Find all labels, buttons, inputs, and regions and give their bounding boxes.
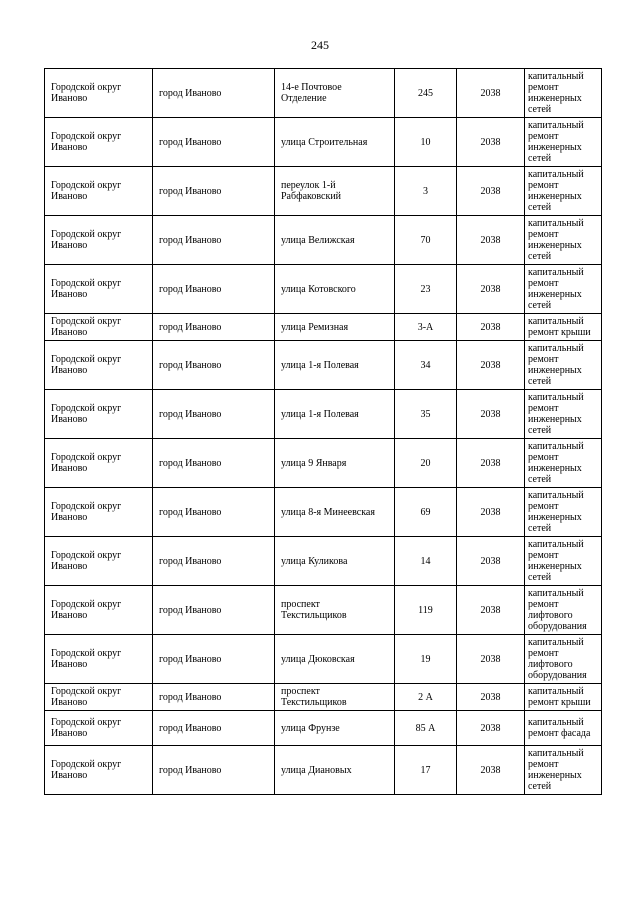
work-type-cell: капитальный ремонт инженерных сетей bbox=[525, 488, 602, 537]
city-cell: город Иваново bbox=[153, 314, 275, 341]
table-row bbox=[45, 711, 602, 746]
table-row bbox=[45, 537, 602, 586]
okrug-cell: Городской округ Иваново bbox=[45, 711, 153, 746]
city-cell: город Иваново bbox=[153, 711, 275, 746]
okrug-cell: Городской округ Иваново bbox=[45, 216, 153, 265]
house-cell: 3-А bbox=[395, 314, 457, 341]
city-cell: город Иваново bbox=[153, 746, 275, 795]
year-cell: 2038 bbox=[457, 69, 525, 118]
okrug-cell: Городской округ Иваново bbox=[45, 439, 153, 488]
okrug-cell: Городской округ Иваново bbox=[45, 314, 153, 341]
city-cell: город Иваново bbox=[153, 439, 275, 488]
house-cell: 14 bbox=[395, 537, 457, 586]
work-type-cell: капитальный ремонт инженерных сетей bbox=[525, 746, 602, 795]
okrug-cell: Городской округ Иваново bbox=[45, 167, 153, 216]
street-cell: проспект Текстильщиков bbox=[275, 684, 395, 711]
house-cell: 34 bbox=[395, 341, 457, 390]
okrug-cell: Городской округ Иваново bbox=[45, 746, 153, 795]
house-cell: 23 bbox=[395, 265, 457, 314]
city-cell: город Иваново bbox=[153, 684, 275, 711]
work-type-cell: капитальный ремонт инженерных сетей bbox=[525, 118, 602, 167]
year-cell: 2038 bbox=[457, 746, 525, 795]
city-cell: город Иваново bbox=[153, 69, 275, 118]
work-type-cell: капитальный ремонт крыши bbox=[525, 314, 602, 341]
okrug-cell: Городской округ Иваново bbox=[45, 118, 153, 167]
table-row bbox=[45, 265, 602, 314]
street-cell: улица Котовского bbox=[275, 265, 395, 314]
page-number: 245 bbox=[311, 38, 329, 52]
year-cell: 2038 bbox=[457, 167, 525, 216]
work-type-cell: капитальный ремонт фасада bbox=[525, 711, 602, 746]
city-cell: город Иваново bbox=[153, 167, 275, 216]
work-type-cell: капитальный ремонт инженерных сетей bbox=[525, 390, 602, 439]
house-cell: 10 bbox=[395, 118, 457, 167]
table-row bbox=[45, 69, 602, 118]
year-cell: 2038 bbox=[457, 684, 525, 711]
city-cell: город Иваново bbox=[153, 118, 275, 167]
okrug-cell: Городской округ Иваново bbox=[45, 586, 153, 635]
work-type-cell: капитальный ремонт инженерных сетей bbox=[525, 537, 602, 586]
table-row bbox=[45, 216, 602, 265]
okrug-cell: Городской округ Иваново bbox=[45, 265, 153, 314]
house-cell: 3 bbox=[395, 167, 457, 216]
table-row bbox=[45, 167, 602, 216]
street-cell: улица Куликова bbox=[275, 537, 395, 586]
okrug-cell: Городской округ Иваново bbox=[45, 635, 153, 684]
year-cell: 2038 bbox=[457, 216, 525, 265]
okrug-cell: Городской округ Иваново bbox=[45, 390, 153, 439]
housing-repair-table bbox=[44, 68, 602, 795]
work-type-cell: капитальный ремонт лифтового оборудования bbox=[525, 635, 602, 684]
okrug-cell: Городской округ Иваново bbox=[45, 488, 153, 537]
house-cell: 85 А bbox=[395, 711, 457, 746]
year-cell: 2038 bbox=[457, 635, 525, 684]
city-cell: город Иваново bbox=[153, 265, 275, 314]
work-type-cell: капитальный ремонт инженерных сетей bbox=[525, 341, 602, 390]
work-type-cell: капитальный ремонт инженерных сетей bbox=[525, 167, 602, 216]
year-cell: 2038 bbox=[457, 586, 525, 635]
city-cell: город Иваново bbox=[153, 341, 275, 390]
street-cell: улица 1-я Полевая bbox=[275, 341, 395, 390]
house-cell: 2 А bbox=[395, 684, 457, 711]
okrug-cell: Городской округ Иваново bbox=[45, 537, 153, 586]
house-cell: 19 bbox=[395, 635, 457, 684]
year-cell: 2038 bbox=[457, 314, 525, 341]
year-cell: 2038 bbox=[457, 390, 525, 439]
street-cell: улица 9 Января bbox=[275, 439, 395, 488]
street-cell: улица Строительная bbox=[275, 118, 395, 167]
street-cell: 14-е Почтовое Отделение bbox=[275, 69, 395, 118]
table-row bbox=[45, 746, 602, 795]
street-cell: улица Велижская bbox=[275, 216, 395, 265]
table-row bbox=[45, 390, 602, 439]
city-cell: город Иваново bbox=[153, 635, 275, 684]
house-cell: 119 bbox=[395, 586, 457, 635]
okrug-cell: Городской округ Иваново bbox=[45, 69, 153, 118]
work-type-cell: капитальный ремонт инженерных сетей bbox=[525, 265, 602, 314]
table-row bbox=[45, 118, 602, 167]
street-cell: улица Дюковская bbox=[275, 635, 395, 684]
street-cell: улица Диановых bbox=[275, 746, 395, 795]
work-type-cell: капитальный ремонт крыши bbox=[525, 684, 602, 711]
house-cell: 20 bbox=[395, 439, 457, 488]
street-cell: проспект Текстильщиков bbox=[275, 586, 395, 635]
year-cell: 2038 bbox=[457, 341, 525, 390]
street-cell: улица Ремизная bbox=[275, 314, 395, 341]
house-cell: 69 bbox=[395, 488, 457, 537]
work-type-cell: капитальный ремонт инженерных сетей bbox=[525, 69, 602, 118]
house-cell: 35 bbox=[395, 390, 457, 439]
house-cell: 17 bbox=[395, 746, 457, 795]
city-cell: город Иваново bbox=[153, 390, 275, 439]
table-row bbox=[45, 586, 602, 635]
table-row bbox=[45, 341, 602, 390]
street-cell: улица Фрунзе bbox=[275, 711, 395, 746]
year-cell: 2038 bbox=[457, 711, 525, 746]
year-cell: 2038 bbox=[457, 439, 525, 488]
work-type-cell: капитальный ремонт инженерных сетей bbox=[525, 439, 602, 488]
city-cell: город Иваново bbox=[153, 488, 275, 537]
house-cell: 245 bbox=[395, 69, 457, 118]
work-type-cell: капитальный ремонт инженерных сетей bbox=[525, 216, 602, 265]
table-row bbox=[45, 488, 602, 537]
city-cell: город Иваново bbox=[153, 586, 275, 635]
street-cell: улица 1-я Полевая bbox=[275, 390, 395, 439]
okrug-cell: Городской округ Иваново bbox=[45, 341, 153, 390]
street-cell: улица 8-я Минеевская bbox=[275, 488, 395, 537]
street-cell: переулок 1-й Рабфаковский bbox=[275, 167, 395, 216]
table-row bbox=[45, 314, 602, 341]
okrug-cell: Городской округ Иваново bbox=[45, 684, 153, 711]
city-cell: город Иваново bbox=[153, 537, 275, 586]
house-cell: 70 bbox=[395, 216, 457, 265]
year-cell: 2038 bbox=[457, 488, 525, 537]
city-cell: город Иваново bbox=[153, 216, 275, 265]
work-type-cell: капитальный ремонт лифтового оборудования bbox=[525, 586, 602, 635]
table-row bbox=[45, 635, 602, 684]
year-cell: 2038 bbox=[457, 537, 525, 586]
table-row bbox=[45, 684, 602, 711]
year-cell: 2038 bbox=[457, 118, 525, 167]
year-cell: 2038 bbox=[457, 265, 525, 314]
table-row bbox=[45, 439, 602, 488]
